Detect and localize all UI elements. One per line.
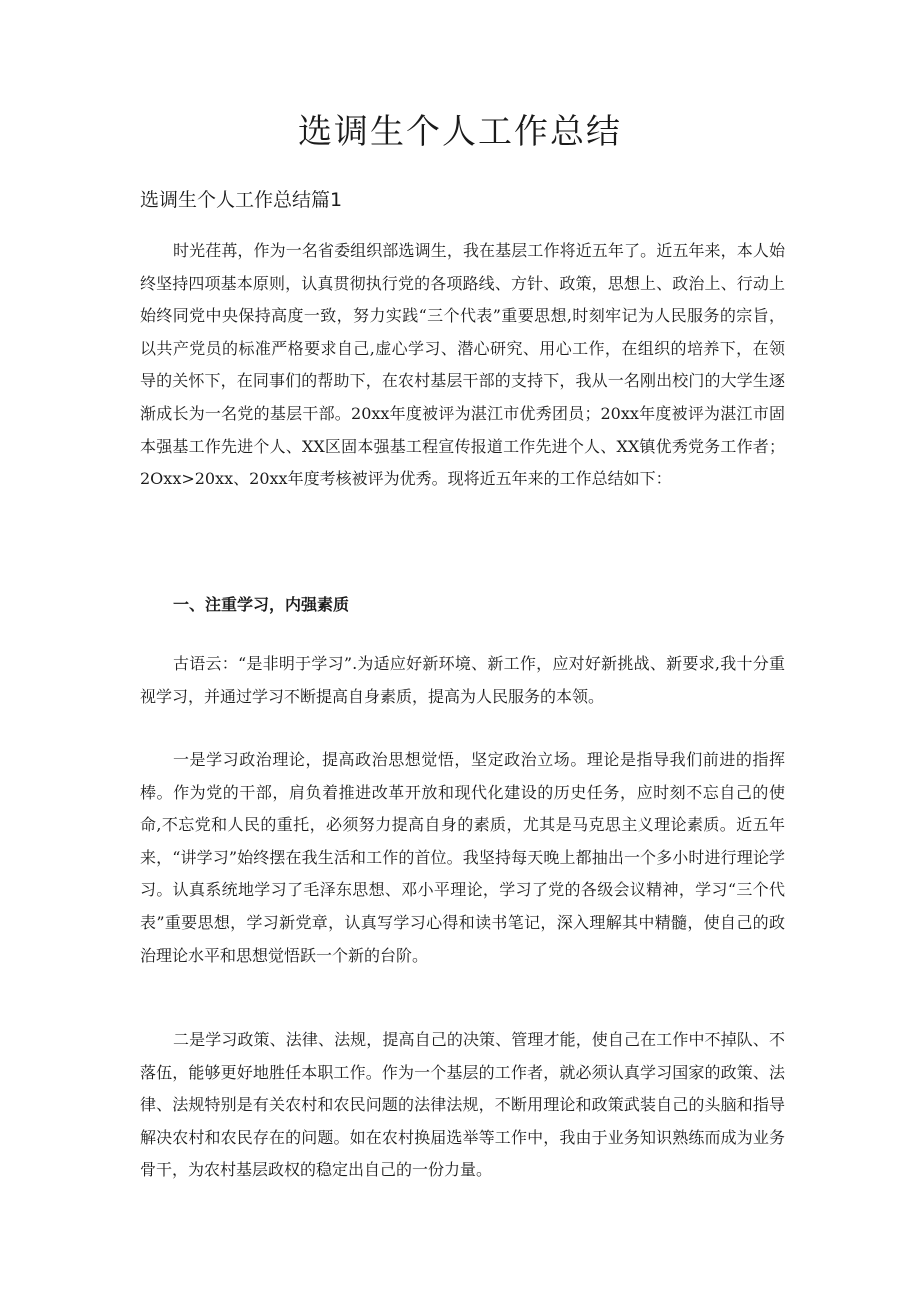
study-intro-paragraph: 古语云：“是非明于学习”.为适应好新环境、新工作，应对好新挑战、新要求,我十分重视学习，并通过学习不断提高自身素质，提高为人民服务的本领。 [140, 654, 785, 706]
political-theory-paragraph: 一是学习政治理论，提高政治思想觉悟，坚定政治立场。理论是指导我们前进的指挥棒。作为党的干部，肩负着推进改革开放和现代化建设的历史任务，应时刻不忘自己的使命,不忘党和人民的重托，必须努力提高自身的素质，尤其是马克思主义理论素质。近五年来，“讲学习”始终摆在我生活和工作的首位。我坚持每天晚上都抽出一个多小时进行理论学习。认真系统地学习了毛泽东思想、邓小平理论，学习了党的各级会议精神，学习“三个代表”重要思想，学习新党章，认真写学习心得和读书笔记，深入理解其中精髓，使自己的政治理论水平和思想觉悟跃一个新的台阶。 [140, 750, 785, 965]
policy-law-paragraph: 二是学习政策、法律、法规，提高自己的决策、管理才能，使自己在工作中不掉队、不落伍，能够更好地胜任本职工作。作为一个基层的工作者，就必须认真学习国家的政策、法律、法规特别是有关农村和农民问题的法律法规，不断用理论和政策武装自己的头脑和指导解决农村和农民存在的问题。如在农村换届选举等工作中，我由于业务知识熟练而成为业务骨干，为农村基层政权的稳定出自己的一份力量。 [140, 1030, 785, 1180]
document-title: 选调生个人工作总结 [298, 112, 622, 152]
heading-study: 一、注重学习，内强素质 [173, 595, 350, 614]
intro-paragraph: 时光荏苒，作为一名省委组织部选调生，我在基层工作将近五年了。近五年来，本人始终坚持四项基本原则，认真贯彻执行党的各项路线、方针、政策，思想上、政治上、行动上始终同党中央保持高度一致，努力实践“三个代表”重要思想,时刻牢记为人民服务的宗旨，以共产党员的标准严格要求自己,虚心学习、潜心研究、用心工作，在组织的培养下，在领导的关怀下，在同事们的帮助下，在农村基层干部的支持下，我从一名刚出校门的大学生逐渐成长为一名党的基层干部。20xx年度被评为湛江市优秀团员；20xx年度被评为湛江市固本强基工作先进个人、XX区固本强基工程宣传报道工作先进个人、XX镇优秀党务工作者；2Oxx>20xx、20xx年度考核被评为优秀。现将近五年来的工作总结如下： [140, 241, 785, 489]
section-title: 选调生个人工作总结篇1 [140, 189, 343, 211]
